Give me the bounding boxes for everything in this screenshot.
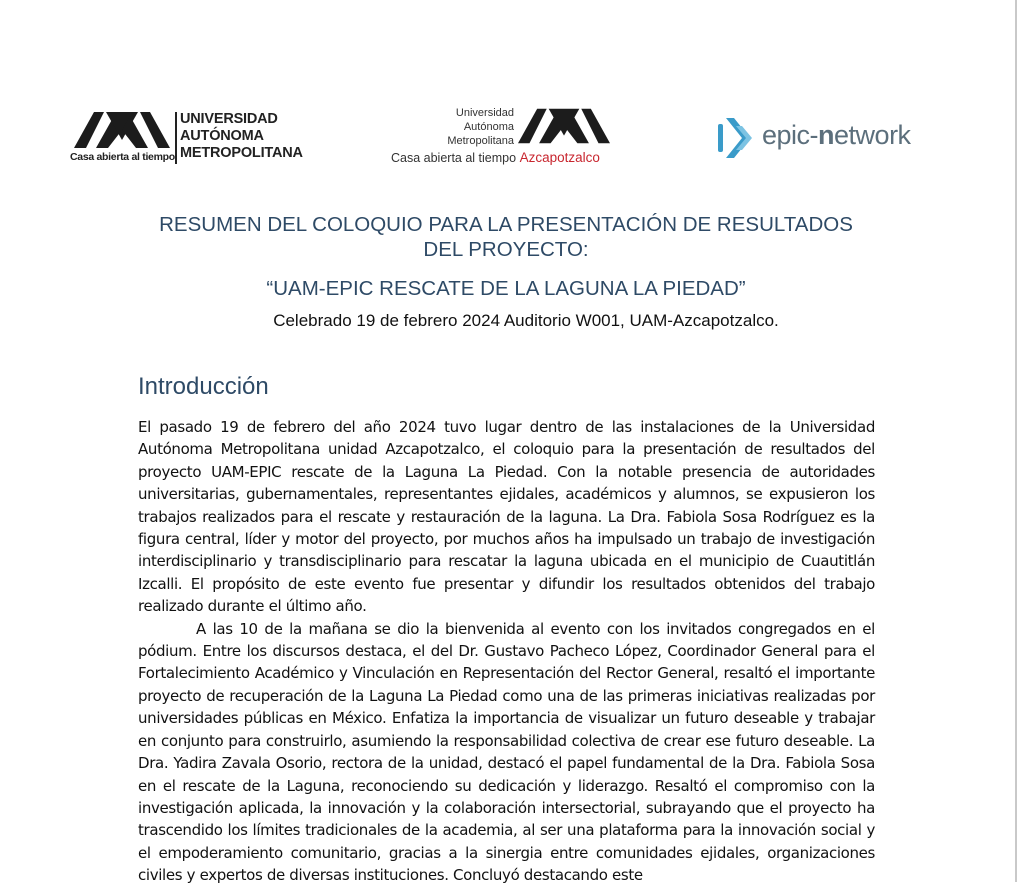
azc-name-line: Universidad — [455, 107, 514, 119]
uam-name-line: METROPOLITANA — [180, 145, 303, 161]
epic-text-b: n — [818, 120, 835, 150]
azc-tagline-row — [391, 150, 600, 165]
uam-name-line: UNIVERSIDAD — [180, 111, 278, 127]
uam-name-line: AUTÓNOMA — [180, 128, 264, 144]
azc-name-line: Metropolitana — [447, 135, 514, 147]
epic-text-c: etwork — [834, 120, 911, 150]
project-title: “UAM-EPIC RESCATE DE LA LAGUNA LA PIEDAD” — [266, 277, 746, 300]
section-heading: Introducción — [138, 373, 269, 400]
uam-divider — [175, 112, 177, 164]
uam-emblem-icon — [74, 110, 170, 150]
epic-text-a: epic- — [762, 120, 819, 150]
document-title: RESUMEN DEL COLOQUIO PARA LA PRESENTACIÓN DE RESULTADOS DEL PROYECTO: — [159, 213, 853, 261]
uam-logo — [70, 108, 304, 168]
epic-wordmark — [762, 120, 911, 151]
azc-unit-name: Azcapotzalco — [519, 150, 600, 165]
azc-emblem-icon — [518, 106, 610, 146]
epic-network-logo — [716, 112, 926, 168]
azc-tagline: Casa abierta al tiempo — [391, 151, 517, 165]
azc-name-line: Autónoma — [463, 121, 514, 133]
azc-name — [447, 106, 514, 148]
epic-arrow-icon — [716, 114, 758, 162]
uam-name — [180, 111, 303, 162]
uam-tagline: Casa abierta al tiempo — [70, 151, 175, 163]
uam-azcapotzalco-logo — [390, 104, 630, 168]
event-date-location: Celebrado 19 de febrero 2024 Auditorio W001, UAM-Azcapotzalco. — [273, 311, 779, 330]
paragraph: El pasado 19 de febrero del año 2024 tuvo lugar dentro de las instalaciones de la Universidad Autónoma Metropolitana unidad Azcapotzalco, el coloquio para la presentación de resultados del proyecto UAM-EPIC rescate de la Laguna La Piedad. Con la notable presencia de autoridades universitarias, gubernamentales, representantes ejidales, académicos y alumnos, se expusieron los trabajos realizados para el rescate y restauración de la laguna. La Dra. Fabiola Sosa Rodríguez es la figura central, líder y motor del proyecto, por muchos años ha impulsado un trabajo de investigación interdisciplinario y transdisciplinario para rescatar la laguna ubicada en el municipio de Cuautitlán Izcalli. El propósito de este evento fue presentar y difundir los resultados obtenidos del trabajo realizado durante el último año. — [138, 418, 875, 616]
section-body — [138, 416, 875, 887]
paragraph: A las 10 de la mañana se dio la bienvenida al evento con los invitados congregados en el pódium. Entre los discursos destaca, el del Dr. Gustavo Pacheco López, Coordinador General para el Fortalecimiento Académico y Vinculación en Representación del Rector General, resaltó el importante proyecto de recuperación de la Laguna La Piedad como una de las primeras iniciativas realizadas por universidades públicas en México. Enfatiza la importancia de visualizar un futuro deseable y trabajar en conjunto para construirlo, asumiendo la responsabilidad colectiva de crear ese futuro deseable. La Dra. Yadira Zavala Osorio, rectora de la unidad, destacó el papel fundamental de la Dra. Fabiola Sosa en el rescate de la Laguna, reconociendo su dedicación y liderazgo. Resaltó el compromiso con la investigación aplicada, la innovación y la colaboración intersectorial, subrayando que el proyecto ha trascendido los límites tradicionales de la academia, al ser una plataforma para la innovación social y el empoderamiento comunitario, gracias a la sinergia entre comunidades ejidales, organizaciones civiles y expertos de diversas instituciones. Concluyó destacando este — [138, 619, 875, 885]
